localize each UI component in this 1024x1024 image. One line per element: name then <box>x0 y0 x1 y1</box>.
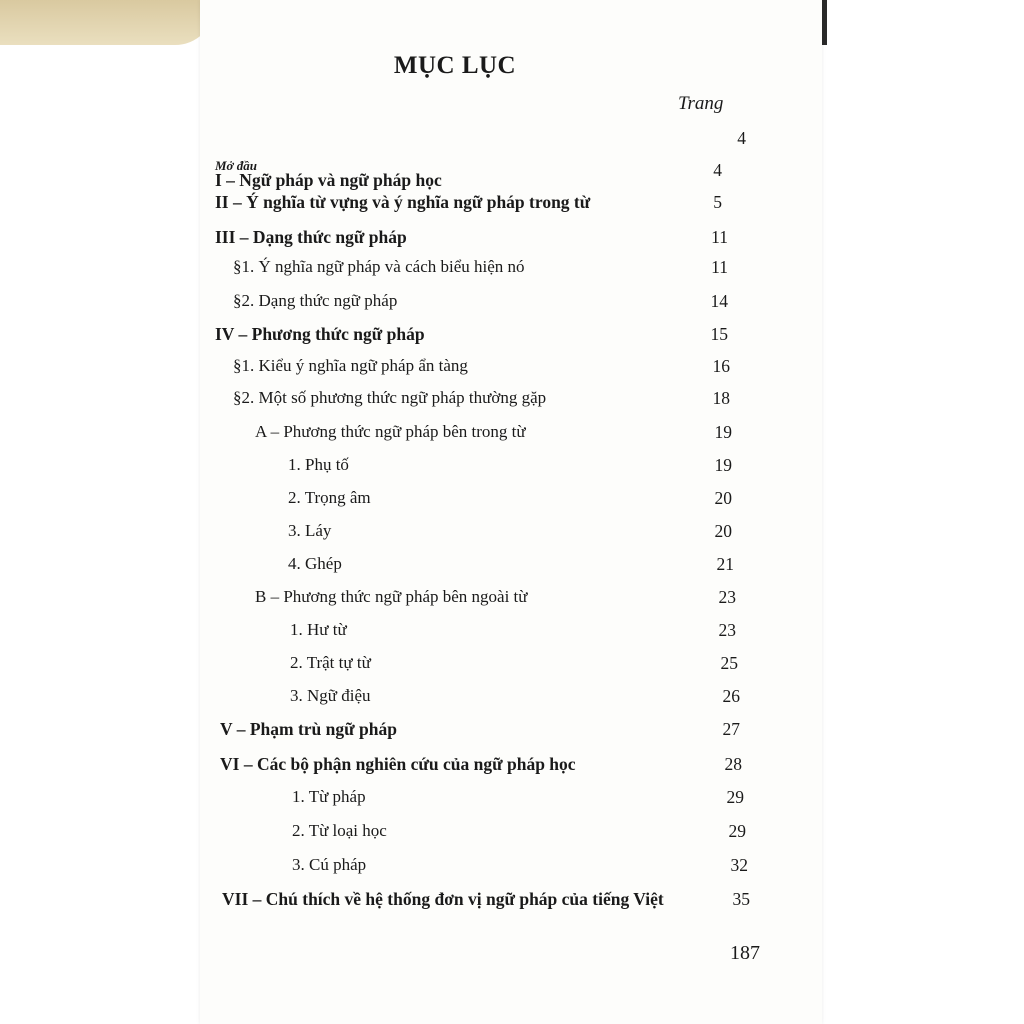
page-title: MỤC LỤC <box>393 52 517 79</box>
toc-entry: §1. Ý nghĩa ngữ pháp và cách biểu hiện nó 11 <box>233 257 728 277</box>
toc-entry: §2. Một số phương thức ngữ pháp thường gặp 18 <box>233 388 730 408</box>
toc-entry: 3. Cú pháp 32 <box>292 855 748 875</box>
toc-entry: IV – Phương thức ngữ pháp 15 <box>215 324 728 344</box>
toc-entry: 2. Từ loại học 29 <box>292 821 746 841</box>
toc-entry: §1. Kiểu ý nghĩa ngữ pháp ẩn tàng 16 <box>233 356 730 376</box>
toc-entry: 1. Từ pháp 29 <box>292 787 744 807</box>
toc-entry: III – Dạng thức ngữ pháp 11 <box>215 227 728 247</box>
toc-entry: II – Ý nghĩa từ vựng và ý nghĩa ngữ pháp trong từ 5 <box>215 192 722 212</box>
toc-entry: 4. Ghép 21 <box>288 554 734 574</box>
toc-entry: 2. Trật tự từ 25 <box>290 653 738 673</box>
toc-entry: I – Ngữ pháp và ngữ pháp học 4 <box>215 160 722 190</box>
toc-entry: 1. Phụ tố 19 <box>288 455 732 475</box>
toc-entry: 3. Láy 20 <box>288 521 732 541</box>
toc-entry: 2. Trọng âm 20 <box>288 488 732 508</box>
toc-entry: 1. Hư từ 23 <box>290 620 736 640</box>
background-corner <box>0 0 215 45</box>
toc-entry: VII – Chú thích về hệ thống đơn vị ngữ pháp của tiếng Việt 35 <box>222 889 750 909</box>
page-column-header: Trang <box>678 93 724 114</box>
toc-entry: VI – Các bộ phận nghiên cứu của ngữ pháp học 28 <box>220 754 742 774</box>
page-number: 187 <box>730 942 760 964</box>
toc-entry: A – Phương thức ngữ pháp bên trong từ 19 <box>255 422 732 442</box>
toc-entry: B – Phương thức ngữ pháp bên ngoài từ 23 <box>255 587 736 607</box>
toc-entry: 3. Ngữ điệu 26 <box>290 686 740 706</box>
toc-entry: V – Phạm trù ngữ pháp 27 <box>220 719 740 739</box>
toc-entry: §2. Dạng thức ngữ pháp 14 <box>233 291 728 311</box>
toc-entry: 4 <box>737 128 746 148</box>
toc-entry: Mở đầu <box>215 158 258 173</box>
